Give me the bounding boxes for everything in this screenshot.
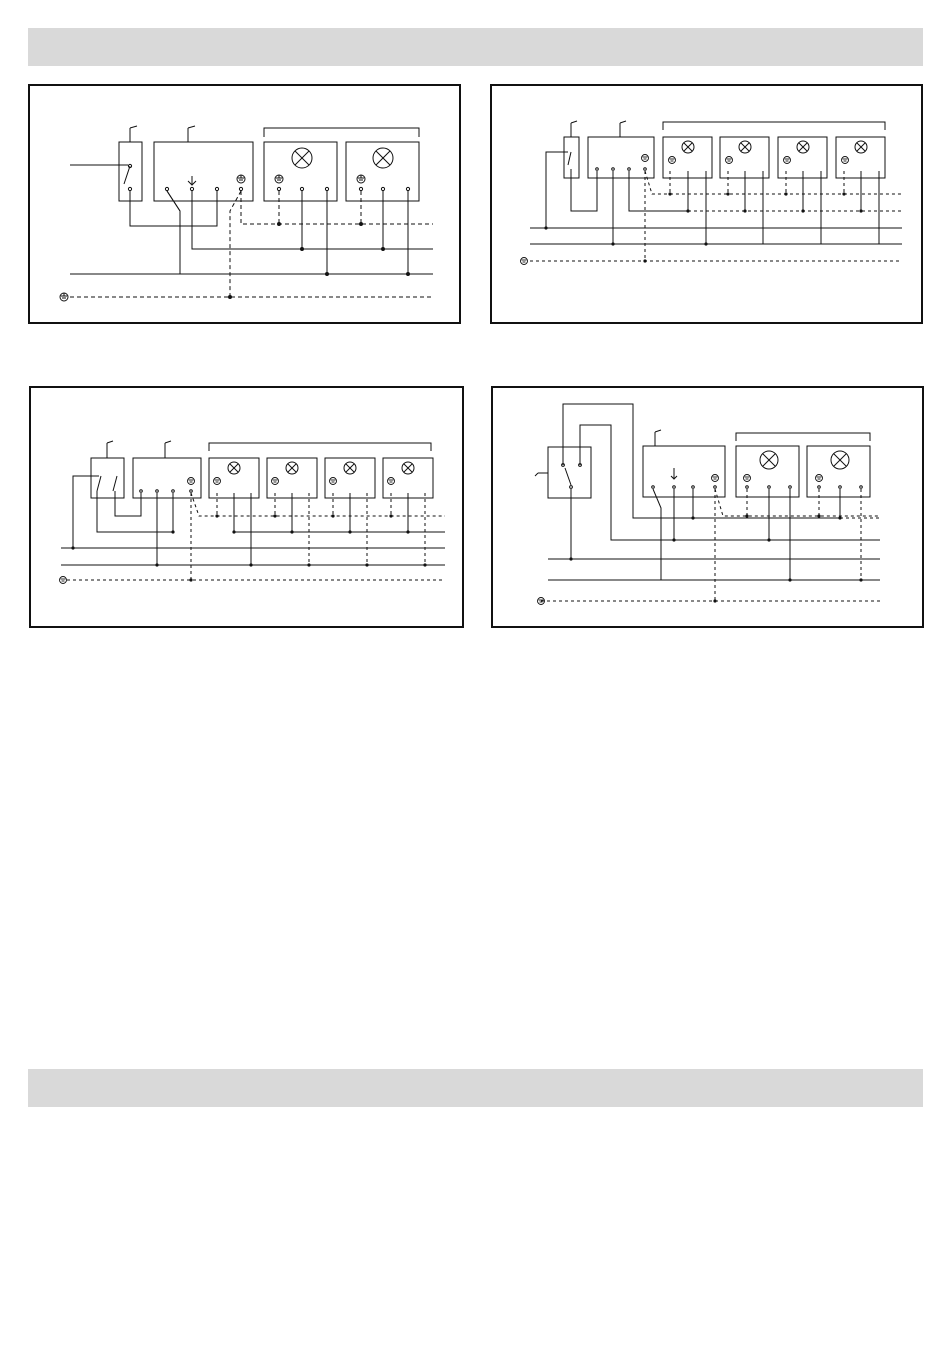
wiring-diagram-4 — [491, 386, 924, 628]
wiring-diagram-4-svg — [493, 388, 926, 630]
lamp-box-3 — [325, 458, 375, 498]
relay-unit-box — [588, 137, 654, 178]
earth-icon — [60, 175, 365, 301]
wiring-diagram-1 — [28, 84, 461, 324]
bottom-header-band — [28, 1069, 923, 1107]
earth-icon — [60, 478, 395, 584]
switch-box — [548, 447, 591, 498]
wiring-diagram-3 — [29, 386, 464, 628]
wiring-diagram-2 — [490, 84, 923, 324]
lamp-box-1 — [209, 458, 259, 498]
relay-unit-box — [643, 446, 725, 497]
wiring-diagram-2-svg — [492, 86, 925, 326]
relay-unit-box — [154, 142, 253, 201]
wiring-diagram-3-svg — [31, 388, 466, 630]
wiring-diagram-1-svg — [30, 86, 463, 326]
switch-box — [91, 458, 124, 498]
earth-icon — [521, 155, 849, 265]
lamp-box-1 — [264, 142, 337, 201]
lamp-box-4 — [383, 458, 433, 498]
top-header-band — [28, 28, 923, 66]
lamp-box-2 — [267, 458, 317, 498]
